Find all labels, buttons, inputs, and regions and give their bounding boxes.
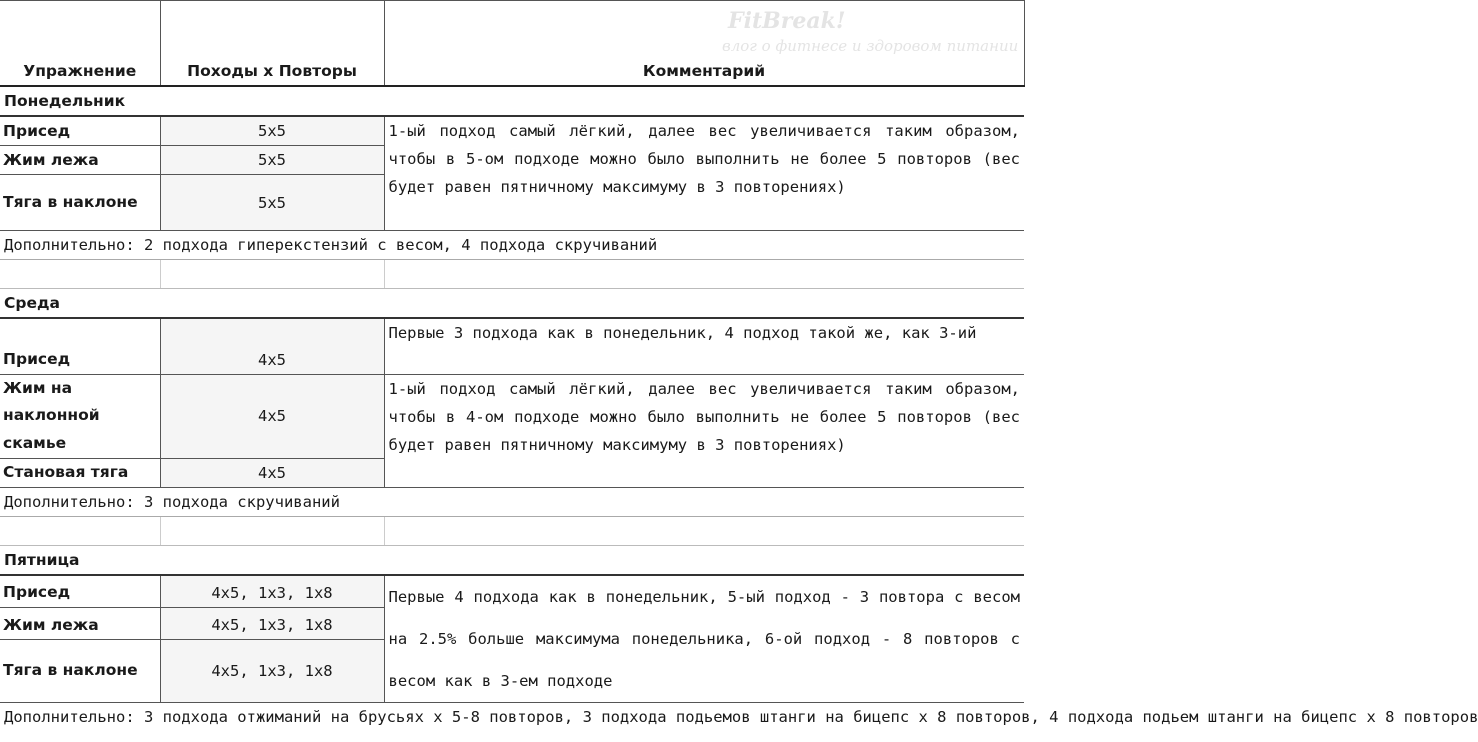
exercise-name: Присед — [0, 116, 160, 146]
exercise-name: Становая тяга — [0, 458, 160, 487]
header-sets-reps: Походы х Повторы — [160, 1, 384, 87]
exercise-name: Присед — [0, 575, 160, 608]
exercise-comment: 1-ый подход самый лёгкий, далее вес увеличивается таким образом, чтобы в 4-ом подходе можно было выполнить не более 5 повторов (вес будет равен пятничному максимуму в 3 повторениях) — [384, 374, 1024, 487]
table-row — [0, 116, 1024, 146]
day-row-friday — [0, 545, 1024, 575]
blank-row — [0, 516, 1024, 545]
table-row — [0, 318, 1024, 374]
watermark-tagline: влог о фитнесе и здоровом питании — [722, 37, 1019, 55]
sets-reps: 4x5 — [160, 458, 384, 487]
sets-reps: 5x5 — [160, 175, 384, 231]
exercise-name: Жим на наклонной скамье — [0, 374, 160, 458]
blank-row — [0, 260, 1024, 289]
sets-reps: 5x5 — [160, 146, 384, 175]
header-row — [0, 1, 1024, 87]
day-title: Понедельник — [0, 86, 1024, 116]
exercise-comment: Первые 4 подхода как в понедельник, 5-ый подход - 3 повтора с весом на 2.5% больше максимума понедельника, 6-ой подход - 8 повторов с весом как в 3-ем подходе — [384, 575, 1024, 703]
header-exercise: Упражнение — [0, 1, 160, 87]
header-comment: Комментарий — [384, 1, 1024, 87]
exercise-comment: Первые 3 подхода как в понедельник, 4 подход такой же, как 3-ий — [384, 318, 1024, 374]
extra-row-friday — [0, 702, 1024, 731]
exercise-name: Присед — [0, 318, 160, 374]
exercise-name: Тяга в наклоне — [0, 640, 160, 702]
exercise-name: Жим лежа — [0, 146, 160, 175]
sets-reps: 4x5 — [160, 374, 384, 458]
watermark-brand: FitBreak! — [728, 8, 846, 34]
sets-reps: 4x5 — [160, 318, 384, 374]
sets-reps: 5x5 — [160, 116, 384, 146]
day-title: Среда — [0, 289, 1024, 319]
sets-reps: 4x5, 1x3, 1x8 — [160, 640, 384, 702]
extra-note: Дополнительно: 3 подхода отжиманий на брусьях х 5-8 повторов, 3 подхода подьемов штанги на бицепс х 8 повторов, 4 подхода подьем штанги на бицепс х 8 повторов — [4, 707, 1478, 726]
exercise-comment: 1-ый подход самый лёгкий, далее вес увеличивается таким образом, чтобы в 5-ом подходе можно было выполнить не более 5 повторов (вес будет равен пятничному максимуму в 3 повторениях) — [384, 116, 1024, 231]
extra-row-wednesday — [0, 487, 1024, 516]
sets-reps: 4x5, 1x3, 1x8 — [160, 607, 384, 639]
extra-row-monday — [0, 231, 1024, 260]
day-row-monday — [0, 86, 1024, 116]
exercise-name: Жим лежа — [0, 607, 160, 639]
extra-note: Дополнительно: 2 подхода гиперекстензий с весом, 4 подхода скручиваний — [0, 231, 1024, 260]
extra-note: Дополнительно: 3 подхода скручиваний — [0, 487, 1024, 516]
day-row-wednesday — [0, 289, 1024, 319]
sets-reps: 4x5, 1x3, 1x8 — [160, 575, 384, 608]
exercise-name: Тяга в наклоне — [0, 175, 160, 231]
day-title: Пятница — [0, 545, 1024, 575]
table-row — [0, 374, 1024, 458]
table-row — [0, 575, 1024, 608]
